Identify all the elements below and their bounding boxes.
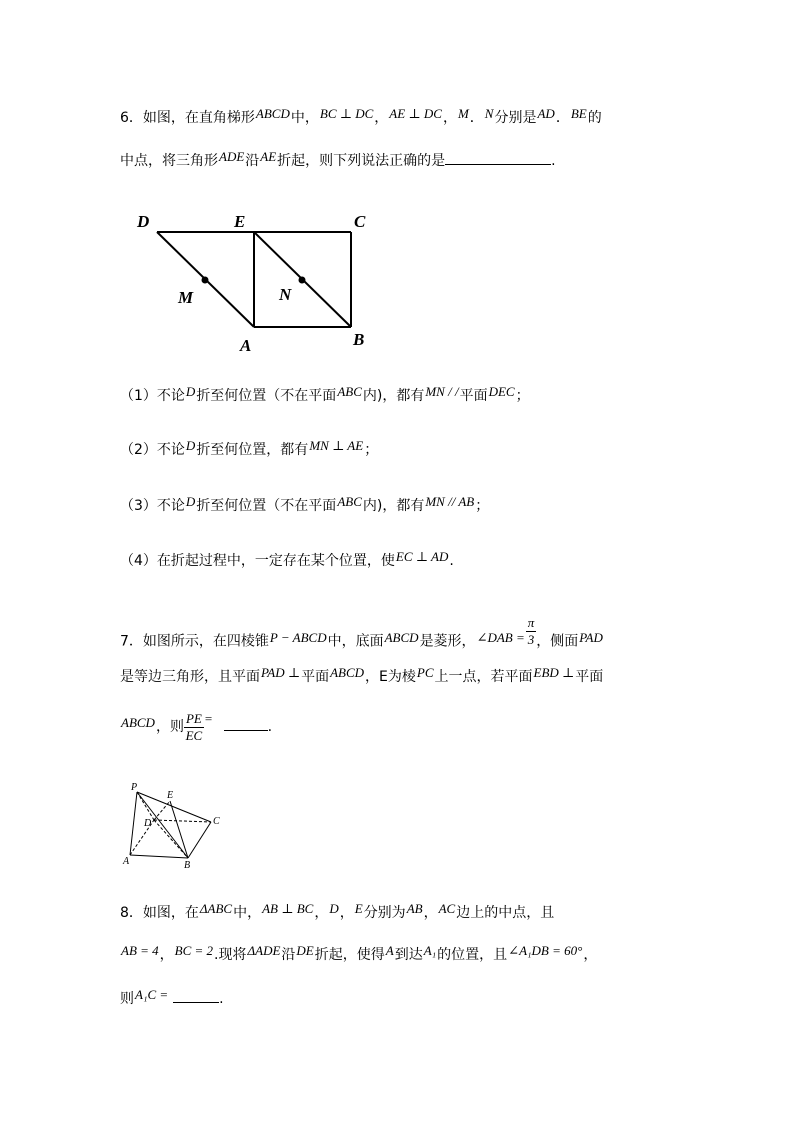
math-abcd: ABCD [255,106,290,121]
label-e: E [167,790,174,801]
edge-db-hidden [154,820,188,858]
label-c: C [354,212,366,231]
opt-text: 折至何位置（不在平面 [196,498,337,514]
opt-text: 折至何位置（不在平面 [196,388,337,404]
sep: ， [314,905,329,921]
q8-text: .现将 [214,947,247,963]
q6-line-1 [120,108,602,128]
q8-text: 分别为 [363,905,406,921]
q8-text: 如图，在 [142,905,199,921]
q7-text: ，侧面 [536,633,579,650]
math: P − ABCD [269,629,327,645]
q6-text: . [551,153,556,169]
q8-text: 的位置，且 [437,947,508,963]
math-eq: = [204,711,213,726]
q8-number: 8． [120,905,143,921]
fraction-pi-over-3 [526,615,537,648]
q7-text: . [267,719,273,735]
label-a: A [240,336,252,355]
q7-line-1 [120,615,604,657]
math: D [185,384,196,399]
q6-trapezoid-figure [130,205,380,355]
edge-pd-hidden [137,792,154,820]
q6-text: 中， [290,110,319,126]
label-b: B [184,860,191,871]
label-d: D [144,818,152,829]
q6-text: 如图，在直角梯形 [142,110,255,126]
opt-text: （4）在折起过程中，一定存在某个位置，使 [120,553,395,569]
q6-text: 中点，将三角形 [120,153,218,169]
sep: ， [423,905,438,921]
math: MN // AB [425,494,475,509]
sep: ， [583,947,598,963]
q7-number: 7． [120,633,143,650]
math: DE [296,943,314,958]
label-m: M [178,288,194,307]
math-ae: AE [260,149,277,164]
math-n: N [484,106,494,121]
q7-text: ，则 [155,719,184,735]
q8-text: 中， [233,905,262,921]
q7-pyramid-figure [118,780,228,875]
math: ABCD [384,629,419,645]
math: ABC [337,494,362,509]
q7-line-2 [120,667,603,687]
label-n: N [279,285,292,304]
math: E [354,901,363,916]
label-a: A [123,856,130,867]
q8-line-1 [120,903,554,923]
math: ∠A₁DB = 60° [508,943,583,958]
answer-blank[interactable] [445,150,551,165]
edge-dc-hidden [154,820,211,822]
opt-text: 内)，都有 [362,388,425,404]
math: ABCD [121,715,155,730]
frac-den: 3 [527,632,535,647]
frac-den: EC [185,727,203,743]
q8-text: 到达 [394,947,423,963]
q8-line-2 [120,945,597,965]
math: AB ⊥ BC [262,901,314,916]
math: AC [438,901,456,916]
math: MN ⊥ AE [309,438,364,453]
opt-text: 内)，都有 [362,498,425,514]
opt-text: （3）不论 [120,498,185,514]
math-ad: AD [537,106,555,121]
point-n [299,277,306,284]
math: ABC [337,384,362,399]
q6-option-2 [120,440,378,460]
q7-text: 平面 [575,669,604,685]
math: DEC [488,384,515,399]
label-p: P [131,782,138,793]
q8-text: 边上的中点，且 [456,905,555,921]
opt-text: ； [515,388,530,404]
q7-text: 是等边三角形，且平面 [120,669,260,685]
q6-text: 折起，则下列说法正确的是 [277,153,446,169]
q6-option-1 [120,386,530,406]
label-d: D [137,212,150,231]
sep: ， [374,110,389,126]
math: EBD ⊥ [533,665,575,680]
math: A₁C = [135,987,169,1002]
opt-text: （1）不论 [120,388,185,404]
opt-text: 平面 [459,388,488,404]
math-angle: ∠DAB = [476,629,525,645]
math: AB = 4 [121,943,159,958]
math: PAD [579,629,603,645]
answer-blank[interactable] [224,716,268,731]
q8-text: . [219,991,224,1007]
sep: ， [159,947,174,963]
fraction-pe-over-ec [184,711,204,744]
q6-option-4 [120,551,454,571]
math: D [185,494,196,509]
q8-text: 沿 [281,947,296,963]
q7-text: 平面 [301,669,330,685]
q7-line-3 [120,705,272,749]
opt-text: ； [364,442,379,458]
math: PAD ⊥ [261,665,301,680]
frac-num: PE [185,710,202,726]
q8-text: 则 [120,991,134,1007]
math: MN / / [425,384,459,399]
opt-text: 折至何位置，都有 [196,442,309,458]
math: ABCD [330,665,365,680]
math: BC = 2 [174,943,214,958]
opt-text: ； [475,498,490,514]
label-b: B [353,330,365,349]
math-be: BE [570,106,587,121]
label-e: E [234,212,246,231]
math: ΔABC [199,901,233,916]
point-m [202,277,209,284]
q7-text: ，E为棱 [365,669,416,685]
math: D [185,438,196,453]
label-c: C [213,816,220,827]
answer-blank[interactable] [173,988,219,1003]
edge-bc [188,822,211,858]
sep: ． [555,110,570,126]
sep: ． [469,110,484,126]
edge-ab [130,855,188,858]
q6-text: 沿 [245,153,260,169]
opt-text: （2）不论 [120,442,185,458]
q6-line-2 [120,150,556,170]
q7-text: 中，底面 [327,633,384,650]
math-m: M [457,106,469,121]
q7-text: 如图所示，在四棱锥 [142,633,269,650]
q6-option-3 [120,496,489,516]
math: PC [416,665,434,680]
math: A [385,943,394,958]
math-ae-perp-dc: AE ⊥ DC [389,106,442,121]
sep: ， [339,905,354,921]
q6-text: 分别是 [494,110,537,126]
math: D [329,901,339,916]
q7-text: 是菱形， [419,633,476,650]
q8-line-3 [120,988,224,1008]
math: ΔADE [247,943,281,958]
q6-text: 的 [587,110,602,126]
math: EC ⊥ AD [395,549,449,564]
sep: ， [442,110,457,126]
math-bc-perp-dc: BC ⊥ DC [319,106,374,121]
math: A₁ [423,943,437,958]
math-ade: ADE [219,149,245,164]
opt-text: . [449,553,454,569]
math: AB [406,901,423,916]
q7-text: 上一点，若平面 [434,669,533,685]
q8-text: 折起，使得 [314,947,385,963]
q6-number: 6． [120,110,143,126]
frac-num: π [527,615,535,630]
